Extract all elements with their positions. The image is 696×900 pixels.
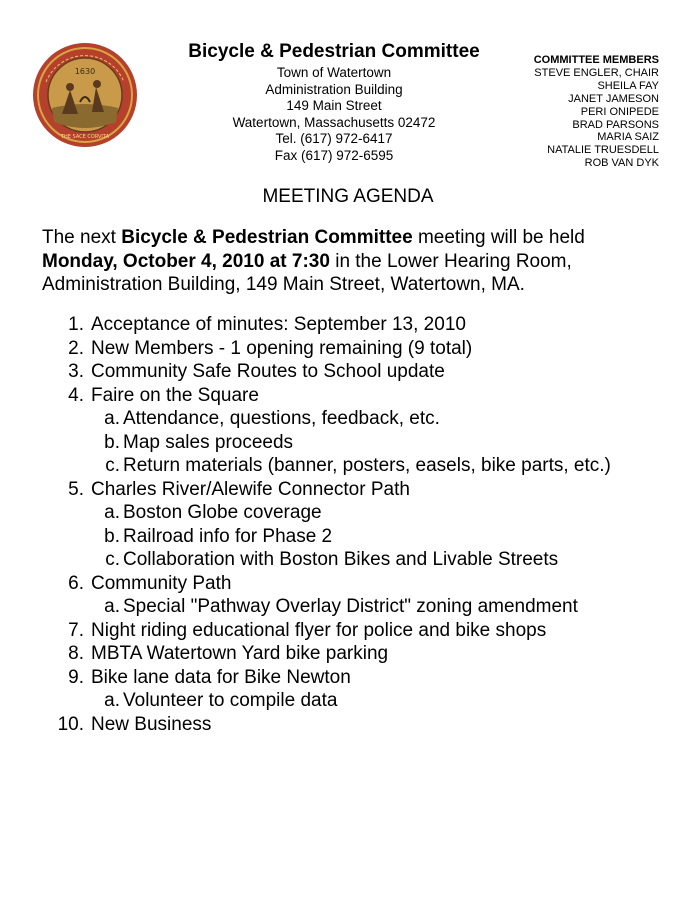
agenda-item-text: MBTA Watertown Yard bike parking: [91, 643, 389, 664]
agenda-subitem-text: Map sales proceeds: [123, 431, 294, 453]
agenda-subitem-text: Boston Globe coverage: [123, 502, 322, 523]
agenda-item-number: 5.: [68, 478, 84, 500]
agenda-item: [42, 666, 682, 690]
agenda-item: [42, 313, 682, 337]
agenda-item: [42, 642, 682, 666]
agenda-subitem: [42, 689, 682, 713]
member-name: SHEILA FAY: [597, 79, 659, 92]
agenda-subitem-text: Return materials (banner, posters, easels, bike parts, etc.): [123, 455, 611, 476]
seal-motto: THE SACE CORVITA: [60, 134, 110, 140]
member-name: MARIA SAIZ: [597, 131, 659, 144]
member-name: JANET JAMESON: [568, 92, 659, 105]
intro-text: in the Lower Hearing Room,: [329, 250, 572, 272]
meeting-datetime: Monday, October 4, 2010 at 7:30: [42, 250, 330, 272]
agenda-subitem: [42, 501, 682, 525]
members-title: COMMITTEE MEMBERS: [533, 54, 659, 66]
member-name: ROB VAN DYK: [584, 157, 659, 170]
agenda-subitem: [42, 525, 682, 549]
intro-text: meeting will be held: [412, 227, 585, 248]
page-title: MEETING AGENDA: [262, 186, 434, 207]
town-seal-logo: [32, 42, 138, 148]
fax-line: Fax (617) 972-6595: [274, 147, 394, 163]
agenda-item: [42, 572, 682, 596]
agenda-subitem-letter: a.: [104, 502, 120, 523]
agenda-item-number: 8.: [68, 643, 84, 664]
agenda-subitem: [42, 595, 682, 619]
agenda-subitem: [42, 454, 682, 478]
agenda-subitem-text: Collaboration with Boston Bikes and Livable Streets: [123, 549, 559, 570]
agenda-item-number: 6.: [68, 572, 84, 594]
agenda-subitem-letter: a.: [104, 596, 120, 617]
address-line: Town of Watertown: [276, 65, 392, 80]
agenda-item-text: Faire on the Square: [91, 384, 259, 406]
agenda-item-text: New Members - 1 opening remaining (9 total): [91, 337, 473, 359]
agenda-item-text: Charles River/Alewife Connector Path: [91, 478, 410, 500]
agenda-item-number: 9.: [68, 666, 84, 688]
address-line: Administration Building: [265, 81, 403, 97]
agenda-subitem-letter: b.: [104, 525, 120, 547]
intro-text: Administration Building, 149 Main Street, Watertown, MA.: [42, 274, 525, 295]
agenda-item-text: New Business: [91, 713, 212, 735]
address-line: Watertown, Massachusetts 02472: [232, 114, 436, 130]
letterhead: [170, 40, 498, 165]
agenda-item-text: Acceptance of minutes: September 13, 2010: [91, 314, 466, 335]
agenda-subitem: [42, 407, 682, 431]
agenda-subitem-letter: b.: [104, 431, 120, 453]
committee-name: Bicycle & Pedestrian Committee: [188, 41, 480, 62]
agenda-item-number: 3.: [68, 361, 84, 382]
agenda-item-number: 10.: [57, 713, 84, 735]
agenda-subitem-text: Railroad info for Phase 2: [123, 525, 333, 547]
agenda-item: [42, 360, 682, 384]
agenda-subitem-letter: c.: [105, 455, 120, 476]
agenda-subitem-text: Volunteer to compile data: [123, 690, 338, 711]
agenda-subitem-letter: a.: [104, 408, 120, 429]
agenda-item-text: Community Path: [91, 572, 232, 594]
agenda-item: [42, 384, 682, 408]
agenda-item: [42, 713, 682, 737]
agenda-item-text: Community Safe Routes to School update: [91, 361, 445, 382]
intro-committee-bold: Bicycle & Pedestrian Committee: [121, 227, 413, 248]
agenda-item-number: 1.: [68, 314, 84, 335]
agenda-item: [42, 337, 682, 361]
agenda-subitem-letter: a.: [104, 690, 120, 711]
member-name: STEVE ENGLER, CHAIR: [534, 66, 659, 79]
agenda-subitem-text: Attendance, questions, feedback, etc.: [123, 408, 440, 429]
agenda-item: [42, 619, 682, 643]
address-line: 149 Main Street: [286, 98, 382, 114]
member-name: NATALIE TRUESDELL: [547, 144, 659, 157]
agenda-subitem: [42, 431, 682, 455]
intro-paragraph: [42, 226, 682, 297]
member-name: BRAD PARSONS: [572, 118, 659, 131]
agenda-item: [42, 478, 682, 502]
member-name: PERI ONIPEDE: [580, 105, 659, 118]
phone-line: Tel. (617) 972-6417: [275, 131, 393, 147]
seal-year: 1630: [74, 67, 96, 76]
agenda-subitem-text: Special "Pathway Overlay District" zoning amendment: [123, 596, 578, 617]
agenda-item-text: Night riding educational flyer for police and bike shops: [91, 619, 547, 641]
agenda-subitem: [42, 548, 682, 572]
agenda-item-number: 2.: [68, 337, 84, 359]
agenda-list: [42, 313, 682, 736]
agenda-item-number: 4.: [68, 384, 84, 406]
committee-members: [534, 54, 659, 170]
agenda-item-text: Bike lane data for Bike Newton: [91, 666, 351, 688]
intro-text: The next: [42, 227, 122, 248]
agenda-subitem-letter: c.: [105, 549, 120, 570]
agenda-item-number: 7.: [68, 619, 84, 641]
